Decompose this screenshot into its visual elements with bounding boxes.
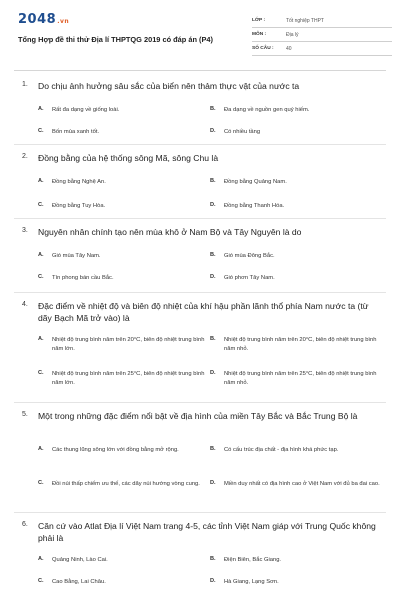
meta-key: SỐ CÂU : [252, 46, 274, 51]
option-letter: C. [38, 578, 44, 584]
question-1 [0, 80, 400, 135]
meta-value: 40 [286, 45, 292, 52]
option-letter: B. [210, 336, 216, 342]
option-text: Nhiệt độ trung bình năm trên 20°C, biên độ nhiệt trung bình năm lớn. [52, 337, 205, 352]
option-a[interactable] [38, 106, 208, 115]
question-4 [0, 300, 400, 386]
question-number: 3. [22, 227, 28, 234]
meta-value: Địa lý [286, 31, 299, 38]
option-text: Rất đa dạng về giống loài. [52, 107, 120, 113]
question-divider [14, 402, 386, 403]
option-d[interactable] [210, 480, 380, 489]
option-a[interactable] [38, 336, 208, 354]
meta-row-class [252, 14, 392, 28]
logo-suffix-text: .vn [57, 18, 70, 25]
document-header [0, 0, 400, 70]
option-b[interactable] [210, 446, 380, 455]
question-number: 6. [22, 521, 28, 528]
question-text: Một trong những đặc điểm nổi bật về địa hình của miền Tây Bắc và Bắc Trung Bộ là [38, 411, 358, 421]
meta-value: Tốt nghiệp THPT [286, 17, 324, 24]
header-divider [14, 70, 386, 71]
option-letter: B. [210, 446, 216, 452]
option-text: Đồng bằng Tuy Hòa. [52, 203, 106, 209]
option-letter: A. [38, 556, 44, 562]
question-text: Đặc điểm về nhiệt độ và biên độ nhiệt của khí hậu phần lãnh thổ phía Nam nước ta (từ dãy Bạch Mã trở vào) là [38, 301, 369, 323]
option-text: Đồng bằng Nghệ An. [52, 179, 106, 185]
document-title: Tổng Hợp đề thi thử Địa lí THPTQG 2019 có đáp án (P4) [18, 35, 213, 44]
option-text: Có nhiều tầng [224, 129, 261, 135]
option-d[interactable] [210, 274, 380, 283]
question-5 [0, 410, 400, 487]
option-text: Đồng bằng Thanh Hóa. [224, 203, 285, 209]
option-a[interactable] [38, 178, 208, 187]
question-text: Đồng bằng của hệ thống sông Mã, sông Chu là [38, 153, 219, 163]
option-letter: A. [38, 336, 44, 342]
option-letter: D. [210, 128, 216, 134]
option-d[interactable] [210, 128, 380, 137]
option-d[interactable] [210, 202, 380, 211]
option-text: Đa dạng về nguồn gen quý hiếm. [224, 107, 310, 113]
option-text: Có cấu trúc địa chất - địa hình khá phức tạp. [224, 447, 339, 453]
option-a[interactable] [38, 252, 208, 261]
option-text: Hà Giang, Lạng Sơn. [224, 579, 279, 585]
option-b[interactable] [210, 106, 380, 115]
option-letter: B. [210, 178, 216, 184]
option-text: Điện Biên, Bắc Giang. [224, 557, 282, 563]
meta-row-count [252, 42, 392, 56]
option-text: Nhiệt độ trung bình năm trên 25°C, biên độ nhiệt trung bình năm lớn. [52, 371, 205, 386]
option-b[interactable] [210, 556, 380, 565]
question-text: Do chịu ảnh hưởng sâu sắc của biển nên thảm thực vật của nước ta [38, 81, 300, 91]
option-a[interactable] [38, 446, 208, 455]
meta-key: LỚP : [252, 18, 266, 23]
question-number: 5. [22, 411, 28, 418]
option-letter: C. [38, 370, 44, 376]
question-3 [0, 226, 400, 281]
option-text: Nhiệt độ trung bình năm trên 25°C, biên độ nhiệt trung bình năm nhỏ. [224, 371, 377, 386]
option-letter: A. [38, 178, 44, 184]
option-c[interactable] [38, 480, 208, 489]
option-letter: C. [38, 202, 44, 208]
option-text: Đồng bằng Quảng Nam. [224, 179, 287, 185]
meta-table [252, 14, 392, 56]
option-letter: A. [38, 252, 44, 258]
question-divider [14, 512, 386, 513]
option-c[interactable] [38, 202, 208, 211]
option-b[interactable] [210, 178, 380, 187]
option-text: Gió mùa Đông Bắc. [224, 253, 275, 259]
option-d[interactable] [210, 370, 380, 388]
option-letter: D. [210, 202, 216, 208]
option-letter: A. [38, 106, 44, 112]
option-letter: A. [38, 446, 44, 452]
option-b[interactable] [210, 336, 380, 354]
question-2 [0, 152, 400, 209]
option-text: Gió mùa Tây Nam. [52, 253, 101, 259]
question-6 [0, 520, 400, 585]
option-text: Cao Bằng, Lai Châu. [52, 579, 106, 585]
option-letter: C. [38, 480, 44, 486]
question-divider [14, 218, 386, 219]
option-text: Tín phong bán cầu Bắc. [52, 275, 114, 281]
logo-main-text: 2048 [18, 12, 57, 27]
option-letter: D. [210, 370, 216, 376]
option-letter: B. [210, 252, 216, 258]
option-b[interactable] [210, 252, 380, 261]
option-letter: B. [210, 106, 216, 112]
option-letter: D. [210, 274, 216, 280]
option-letter: D. [210, 578, 216, 584]
option-c[interactable] [38, 274, 208, 283]
meta-key: MÔN : [252, 32, 267, 37]
option-text: Gió phơn Tây Nam. [224, 275, 275, 281]
option-c[interactable] [38, 578, 208, 587]
option-text: Quảng Ninh, Lào Cai. [52, 557, 108, 563]
option-d[interactable] [210, 578, 380, 587]
question-number: 2. [22, 153, 28, 160]
option-text: Các thung lũng sông lớn với đồng bằng mở rộng. [52, 447, 179, 453]
question-number: 1. [22, 81, 28, 88]
option-c[interactable] [38, 128, 208, 137]
option-c[interactable] [38, 370, 208, 388]
option-letter: C. [38, 128, 44, 134]
option-letter: B. [210, 556, 216, 562]
option-text: Đồi núi thấp chiếm ưu thế, các dãy núi hướng vòng cung. [52, 481, 200, 487]
question-text: Căn cứ vào Atlat Địa lí Việt Nam trang 4-5, các tỉnh Việt Nam giáp với Trung Quốc không phải là [38, 521, 376, 543]
option-text: Nhiệt độ trung bình năm trên 20°C, biên độ nhiệt trung bình năm nhỏ. [224, 337, 377, 352]
question-divider [14, 292, 386, 293]
option-text: Miền duy nhất có địa hình cao ở Việt Nam với đủ ba đai cao. [224, 481, 380, 487]
option-letter: C. [38, 274, 44, 280]
option-letter: D. [210, 480, 216, 486]
meta-row-subject [252, 28, 392, 42]
question-divider [14, 144, 386, 145]
option-text: Bốn mùa xanh tốt. [52, 129, 100, 135]
question-number: 4. [22, 301, 28, 308]
question-text: Nguyên nhân chính tạo nên mùa khô ở Nam Bộ và Tây Nguyên là do [38, 227, 302, 237]
option-a[interactable] [38, 556, 208, 565]
